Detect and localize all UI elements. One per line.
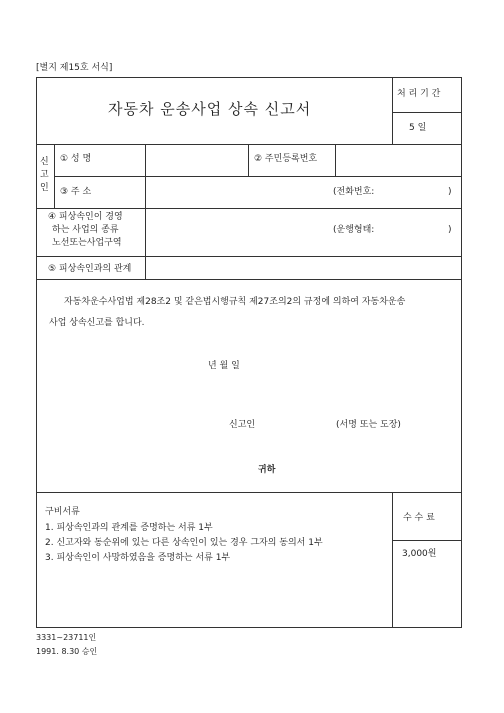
address-field[interactable] xyxy=(146,177,326,207)
approval-date: 1991. 8.30 승인 xyxy=(36,647,98,656)
phone-label: (전화번호: xyxy=(333,187,375,197)
documents-heading: 구비서류 xyxy=(45,507,80,517)
operation-type-label: (운행형태: xyxy=(333,225,375,235)
signature-field[interactable] xyxy=(262,414,332,436)
processing-period-value: 5 일 xyxy=(409,123,427,133)
document-item-1: 1. 피상속인과의 관계를 증명하는 서류 1부 xyxy=(45,523,213,533)
name-field[interactable] xyxy=(146,145,247,175)
resident-number-label: ② 주민등록번호 xyxy=(254,154,318,164)
phone-field[interactable] xyxy=(384,180,444,204)
relation-label: ⑤ 피상속인과의 관계 xyxy=(48,264,132,274)
fee-label: 수 수 료 xyxy=(403,513,435,523)
resident-number-field[interactable] xyxy=(336,145,460,175)
date-line: 년 월 일 xyxy=(208,361,240,371)
recipient-label: 귀하 xyxy=(258,465,276,475)
signer-label: 신고인 xyxy=(229,420,256,430)
fee-value: 3,000원 xyxy=(402,549,437,559)
document-item-2: 2. 신고자와 동순위에 있는 다른 상속인이 있는 경우 그자의 동의서 1부 xyxy=(45,538,323,548)
business-type-field[interactable] xyxy=(146,209,326,255)
form-title: 자동차 운송사업 상속 신고서 xyxy=(108,100,312,118)
relation-field[interactable] xyxy=(146,257,460,278)
form-label: [별지 제15호 서식] xyxy=(36,63,113,73)
operation-type-field[interactable] xyxy=(384,220,444,242)
phone-close: ) xyxy=(448,187,452,197)
statement-line-2: 사업 상속신고를 합니다. xyxy=(49,318,145,328)
name-label: ① 성 명 xyxy=(60,154,92,164)
processing-period-label: 처 리 기 간 xyxy=(397,89,441,99)
form-code: 3331~23711인 xyxy=(36,633,97,642)
statement-line-1: 자동차운수사업법 제28조2 및 같은법시행규칙 제27조의2의 규정에 의하여 자동차운송 xyxy=(64,297,406,307)
document-item-3: 3. 피상속인이 사망하였음을 증명하는 서류 1부 xyxy=(45,553,231,563)
address-label: ③ 주 소 xyxy=(60,187,92,197)
seal-label: (서명 또는 도장) xyxy=(336,420,401,430)
operation-type-close: ) xyxy=(448,225,452,235)
